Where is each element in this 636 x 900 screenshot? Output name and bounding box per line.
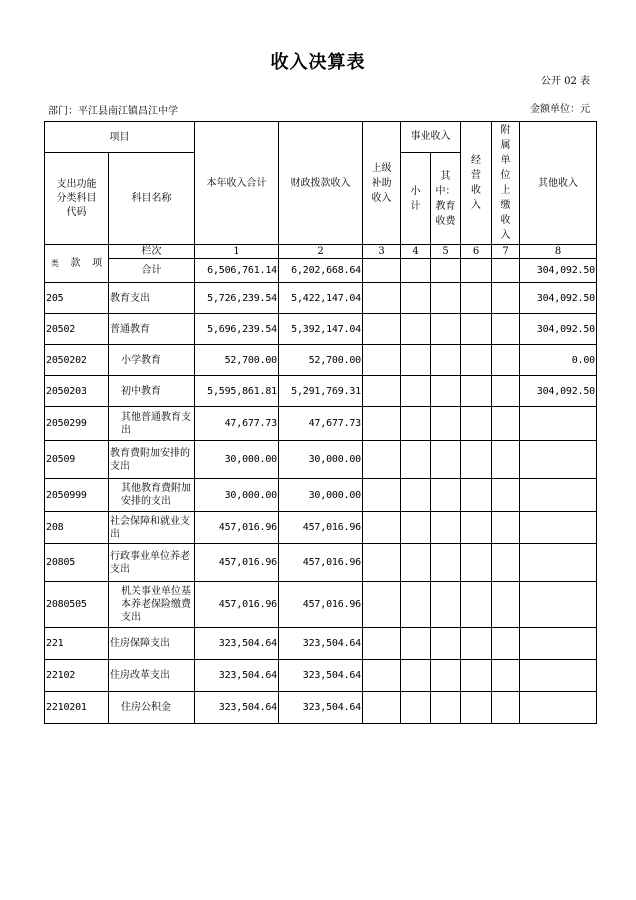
col-num-5: 5 (431, 245, 461, 259)
row-name: 其他教育费附加安排的支出 (109, 479, 195, 512)
col-num-4: 4 (401, 245, 431, 259)
header-superior (363, 122, 401, 245)
row-fiscal: 457,016.96 (279, 544, 363, 582)
row-total: 5,726,239.54 (195, 283, 279, 314)
row-name: 社会保障和就业支出 (109, 512, 195, 544)
row-edu-fee (431, 544, 461, 582)
row-total: 52,700.00 (195, 345, 279, 376)
header-affiliated-text: 附属单位上缴收入 (500, 125, 511, 241)
row-subtotal (401, 345, 431, 376)
row-total: 323,504.64 (195, 628, 279, 660)
table-row (45, 314, 597, 345)
row-other (520, 628, 597, 660)
table-row (45, 660, 597, 692)
row-edu-fee (431, 692, 461, 724)
row-total: 457,016.96 (195, 512, 279, 544)
table-row (45, 582, 597, 628)
sum-other: 304,092.50 (520, 259, 597, 283)
row-operating (461, 582, 492, 628)
sum-fiscal: 6,202,668.64 (279, 259, 363, 283)
row-fiscal: 457,016.96 (279, 582, 363, 628)
row-superior (363, 479, 401, 512)
row-superior (363, 314, 401, 345)
row-operating (461, 283, 492, 314)
row-total: 5,696,239.54 (195, 314, 279, 345)
row-superior (363, 283, 401, 314)
lei-label: 类 (50, 259, 59, 268)
xiang-label: 项 (92, 258, 103, 269)
row-subtotal (401, 660, 431, 692)
col-num-1: 1 (195, 245, 279, 259)
row-edu-fee (431, 314, 461, 345)
header-business-text: 事业收入 (410, 131, 451, 142)
row-name: 教育支出 (109, 283, 195, 314)
row-fiscal: 5,291,769.31 (279, 376, 363, 407)
row-operating (461, 512, 492, 544)
row-code: 20502 (45, 314, 109, 345)
header-edu-fee-text: 其中：教育收费 (435, 170, 456, 227)
table-row (45, 376, 597, 407)
row-other: 304,092.50 (520, 376, 597, 407)
row-superior (363, 692, 401, 724)
row-total: 5,595,861.81 (195, 376, 279, 407)
row-superior (363, 441, 401, 479)
row-other (520, 582, 597, 628)
col-num-7: 7 (492, 245, 520, 259)
row-other (520, 441, 597, 479)
row-total: 323,504.64 (195, 660, 279, 692)
col-num-2: 2 (279, 245, 363, 259)
header-superior-text: 上级补助收入 (371, 162, 392, 204)
row-fiscal: 47,677.73 (279, 407, 363, 441)
row-subtotal (401, 479, 431, 512)
row-code: 2050999 (45, 479, 109, 512)
header-body (45, 122, 597, 283)
row-name: 住房公积金 (109, 692, 195, 724)
row-superior (363, 582, 401, 628)
header-subject-name: 科目名称 (109, 153, 195, 245)
kuan-label: 款 (70, 258, 81, 269)
row-affiliated (492, 628, 520, 660)
col-num-3: 3 (363, 245, 401, 259)
table-row (45, 345, 597, 376)
row-edu-fee (431, 376, 461, 407)
row-other (520, 512, 597, 544)
row-name: 其他普通教育支出 (109, 407, 195, 441)
row-total: 47,677.73 (195, 407, 279, 441)
row-fiscal: 5,392,147.04 (279, 314, 363, 345)
page-title: 收入决算表 (270, 52, 366, 73)
table-row (45, 283, 597, 314)
row-code: 2210201 (45, 692, 109, 724)
header-func-code-text: 支出功能分类科目代码 (56, 178, 97, 218)
row-subtotal (401, 407, 431, 441)
row-affiliated (492, 314, 520, 345)
row-affiliated (492, 345, 520, 376)
header-fiscal: 财政拨款收入 (279, 122, 363, 245)
row-operating (461, 314, 492, 345)
row-total: 457,016.96 (195, 582, 279, 628)
row-subtotal (401, 376, 431, 407)
header-item: 项目 (45, 122, 195, 153)
table-row (45, 407, 597, 441)
header-edu-fee (431, 153, 461, 245)
form-number: 公开 02 表 (540, 76, 590, 87)
row-name: 教育费附加安排的支出 (109, 441, 195, 479)
row-code: 2050203 (45, 376, 109, 407)
row-superior (363, 660, 401, 692)
col-seq-label: 栏次 (109, 245, 195, 259)
row-code: 221 (45, 628, 109, 660)
row-code: 20805 (45, 544, 109, 582)
row-name: 行政事业单位养老支出 (109, 544, 195, 582)
row-other: 0.00 (520, 345, 597, 376)
row-affiliated (492, 407, 520, 441)
row-affiliated (492, 660, 520, 692)
row-edu-fee (431, 628, 461, 660)
header-operating (461, 122, 492, 245)
row-edu-fee (431, 407, 461, 441)
header-total: 本年收入合计 (195, 122, 279, 245)
row-superior (363, 407, 401, 441)
row-operating (461, 692, 492, 724)
row-fiscal: 457,016.96 (279, 512, 363, 544)
row-affiliated (492, 582, 520, 628)
sum-label: 合计 (109, 259, 195, 283)
row-code: 2080505 (45, 582, 109, 628)
row-fiscal: 5,422,147.04 (279, 283, 363, 314)
row-code: 20509 (45, 441, 109, 479)
header-subtotal (401, 153, 431, 245)
row-total: 30,000.00 (195, 441, 279, 479)
department-label: 部门：平江县南江镇昌江中学 (48, 106, 178, 117)
row-other: 304,092.50 (520, 283, 597, 314)
row-superior (363, 376, 401, 407)
row-code: 22102 (45, 660, 109, 692)
header-affiliated (492, 122, 520, 245)
table-row (45, 479, 597, 512)
row-edu-fee (431, 512, 461, 544)
table-row (45, 692, 597, 724)
row-fiscal: 30,000.00 (279, 479, 363, 512)
header-func-code (45, 153, 109, 245)
row-edu-fee (431, 283, 461, 314)
row-subtotal (401, 283, 431, 314)
row-affiliated (492, 692, 520, 724)
row-subtotal (401, 628, 431, 660)
row-name: 住房改革支出 (109, 660, 195, 692)
row-edu-fee (431, 582, 461, 628)
row-other (520, 479, 597, 512)
row-fiscal: 323,504.64 (279, 628, 363, 660)
row-subtotal (401, 582, 431, 628)
row-affiliated (492, 283, 520, 314)
row-superior (363, 345, 401, 376)
row-fiscal: 52,700.00 (279, 345, 363, 376)
income-final-accounts-table (44, 121, 597, 724)
table-row (45, 628, 597, 660)
row-fiscal: 30,000.00 (279, 441, 363, 479)
header-operating-text: 经营收入 (471, 155, 481, 211)
row-operating (461, 407, 492, 441)
row-affiliated (492, 544, 520, 582)
header-other: 其他收入 (520, 122, 597, 245)
row-edu-fee (431, 479, 461, 512)
row-total: 30,000.00 (195, 479, 279, 512)
row-superior (363, 544, 401, 582)
data-rows (45, 283, 597, 724)
row-other: 304,092.50 (520, 314, 597, 345)
table-row (45, 512, 597, 544)
row-operating (461, 376, 492, 407)
row-code: 2050202 (45, 345, 109, 376)
row-other (520, 660, 597, 692)
row-operating (461, 660, 492, 692)
row-affiliated (492, 441, 520, 479)
row-other (520, 407, 597, 441)
row-edu-fee (431, 441, 461, 479)
row-operating (461, 479, 492, 512)
row-affiliated (492, 479, 520, 512)
row-total: 323,504.64 (195, 692, 279, 724)
row-name: 住房保障支出 (109, 628, 195, 660)
row-operating (461, 628, 492, 660)
row-code: 208 (45, 512, 109, 544)
col-num-6: 6 (461, 245, 492, 259)
row-subtotal (401, 692, 431, 724)
row-subtotal (401, 314, 431, 345)
row-name: 机关事业单位基本养老保险缴费支出 (109, 582, 195, 628)
row-name: 普通教育 (109, 314, 195, 345)
row-superior (363, 512, 401, 544)
sum-total: 6,506,761.14 (195, 259, 279, 283)
row-operating (461, 441, 492, 479)
table-row (45, 544, 597, 582)
row-subtotal (401, 544, 431, 582)
row-other (520, 692, 597, 724)
row-fiscal: 323,504.64 (279, 660, 363, 692)
row-superior (363, 628, 401, 660)
row-edu-fee (431, 660, 461, 692)
row-edu-fee (431, 345, 461, 376)
row-code: 2050299 (45, 407, 109, 441)
row-operating (461, 345, 492, 376)
header-business (401, 122, 461, 153)
row-affiliated (492, 512, 520, 544)
row-affiliated (492, 376, 520, 407)
row-operating (461, 544, 492, 582)
row-name: 小学教育 (109, 345, 195, 376)
header-subtotal-text: 小计 (410, 185, 421, 212)
amount-unit-label: 金额单位：元 (530, 104, 590, 115)
row-code: 205 (45, 283, 109, 314)
table-row (45, 441, 597, 479)
row-fiscal: 323,504.64 (279, 692, 363, 724)
row-other (520, 544, 597, 582)
row-name: 初中教育 (109, 376, 195, 407)
row-total: 457,016.96 (195, 544, 279, 582)
row-subtotal (401, 441, 431, 479)
row-subtotal (401, 512, 431, 544)
col-num-8: 8 (520, 245, 597, 259)
lkx-cell (45, 245, 109, 283)
